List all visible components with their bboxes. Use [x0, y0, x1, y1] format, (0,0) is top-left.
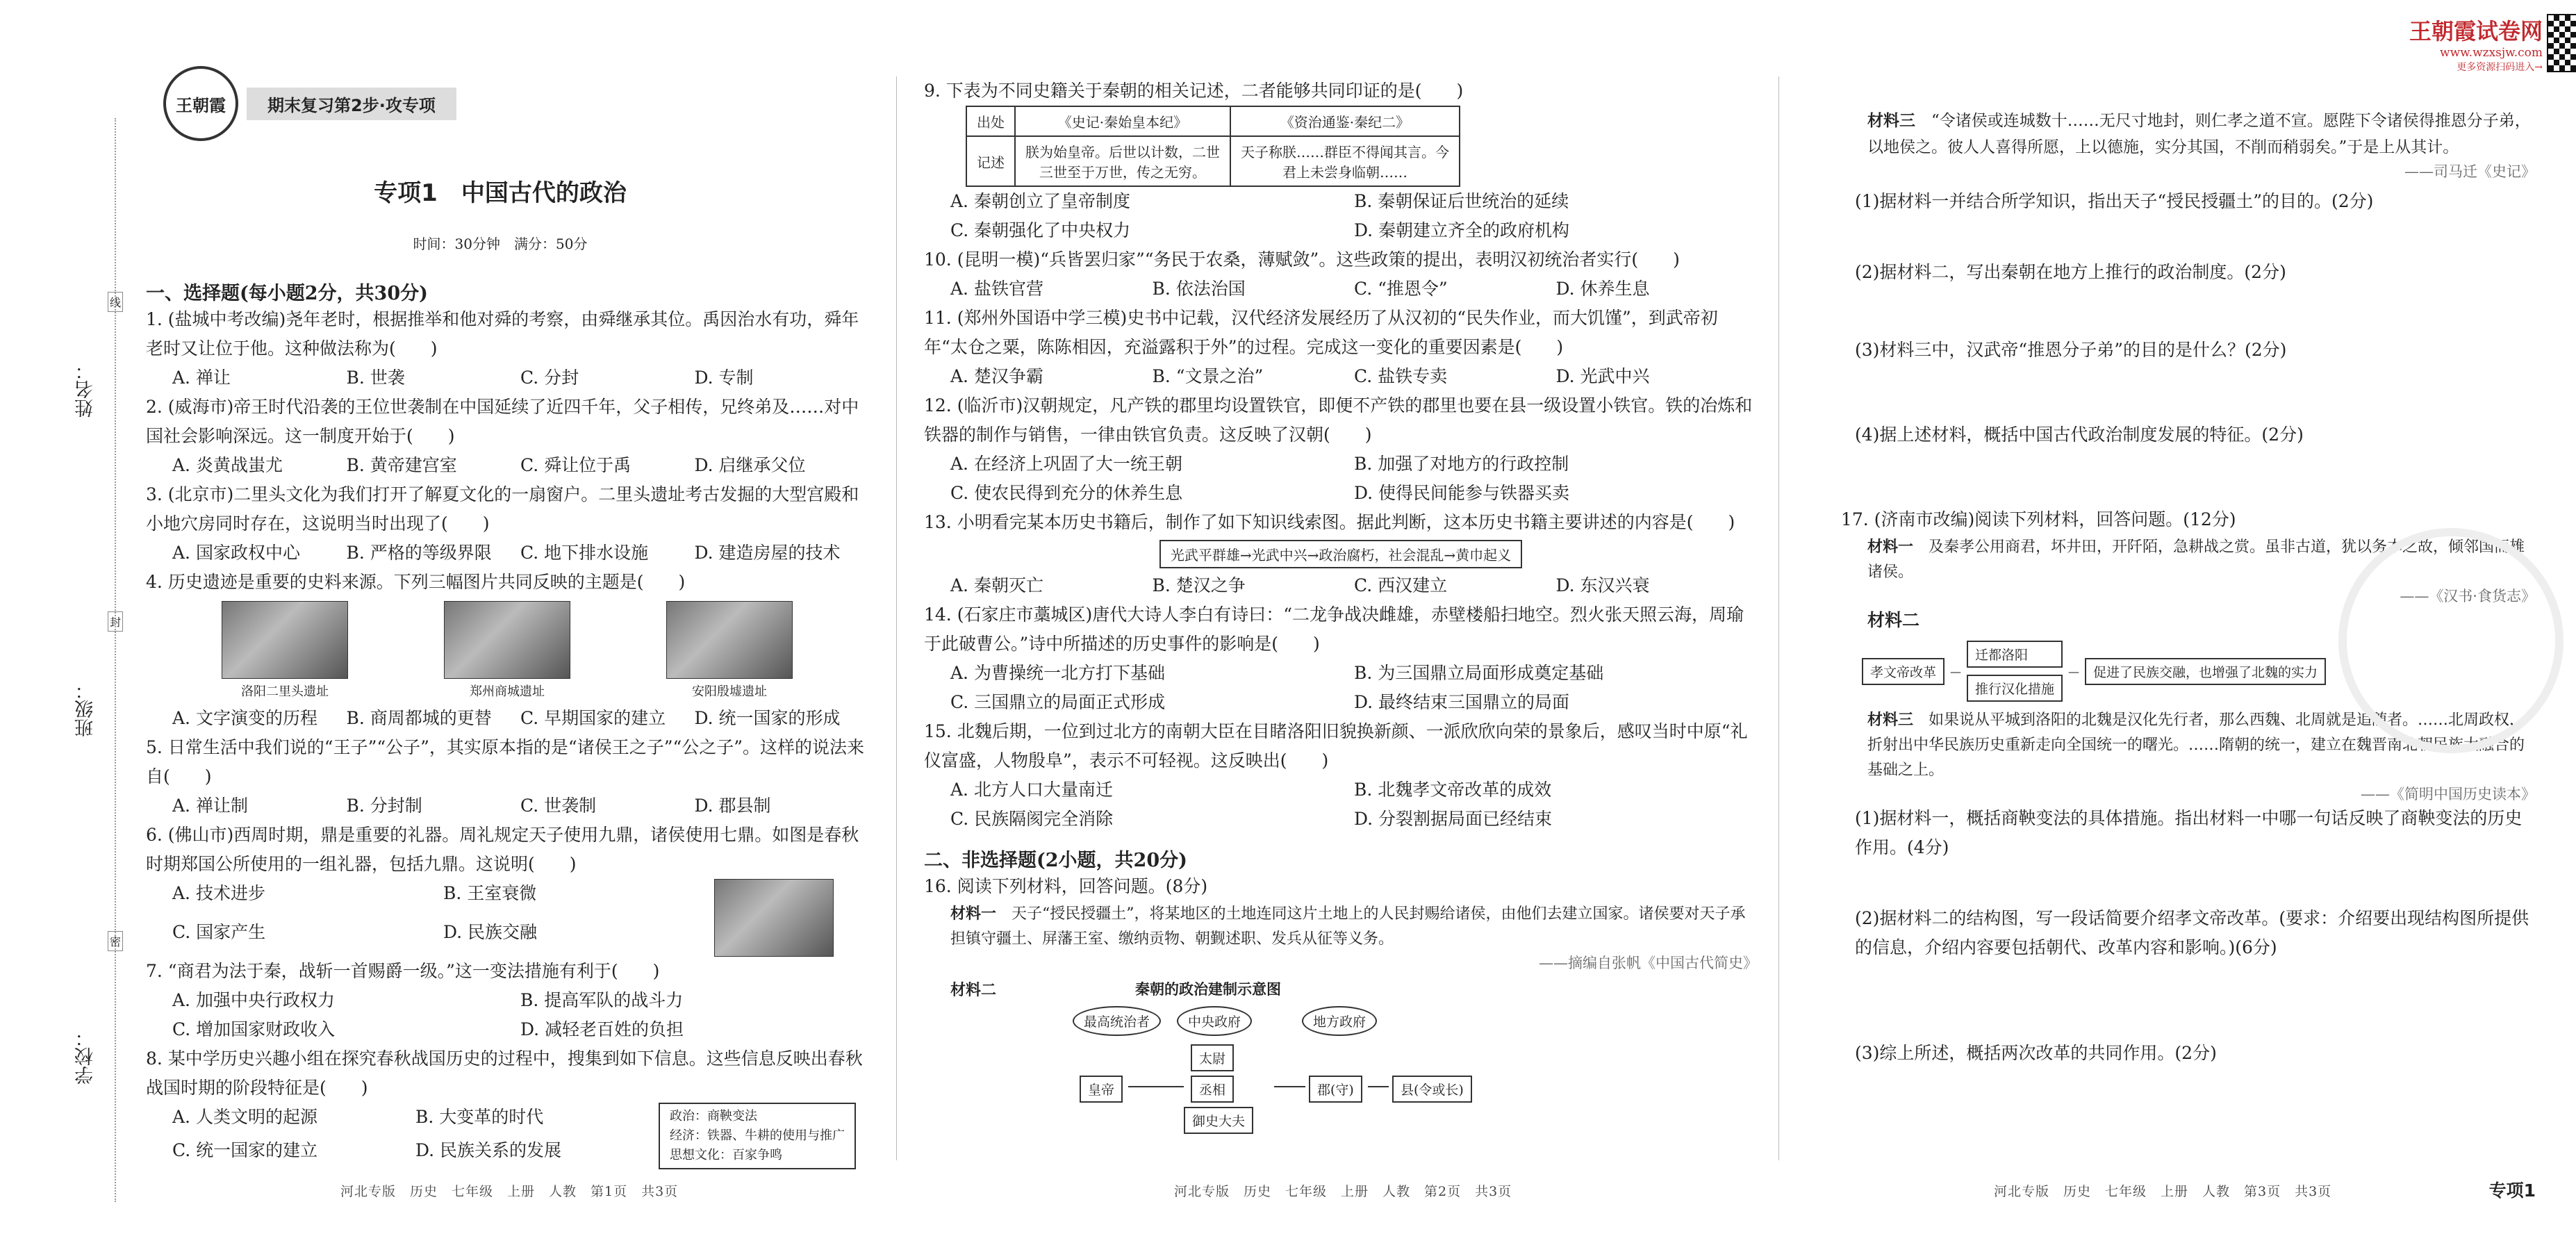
section-heading: 一、选择题(每小题2分，共30分): [146, 283, 428, 304]
table-cell: 《资治通鉴·秦纪二》: [1230, 106, 1460, 136]
option[interactable]: A. 国家政权中心: [172, 543, 300, 563]
sub-question: (1)据材料一并结合所学知识，指出天子“授民授疆土”的目的。(2分): [1855, 191, 2374, 211]
question-stem: 5. 日常生活中我们说的“王子”“公子”，其实原本指的是“诸侯王之子”“公之子”。这样的说法来自( ): [146, 737, 865, 787]
reform-structure-diagram: 孝文帝改革 — 迁都洛阳 推行汉化措施 — 促进了民族交融，也增强了北魏的实力: [1841, 635, 2536, 707]
option[interactable]: D. 光武中兴: [1555, 366, 1650, 386]
diagram-node: 迁都洛阳: [1967, 641, 2063, 668]
photo-caption: 安阳殷墟遗址: [692, 684, 767, 699]
diagram-node: 皇帝: [1080, 1076, 1123, 1103]
diagram-node: 太尉: [1191, 1044, 1234, 1071]
knowledge-flow: 光武平群雄→光武中兴→政治腐朽，社会混乱→黄巾起义: [1159, 540, 1522, 568]
option[interactable]: D. 郡县制: [694, 796, 771, 816]
option[interactable]: D. 东汉兴衰: [1555, 575, 1650, 595]
column-divider: [896, 76, 897, 1160]
site-photo: [666, 601, 793, 679]
question-stem: 16. 阅读下列材料，回答问题。(8分): [924, 876, 1208, 896]
option[interactable]: B. 为三国鼎立局面形成奠定基础: [1354, 663, 1604, 683]
material-source: ——司马迁《史记》: [2404, 163, 2536, 180]
watermark-seal: [2338, 528, 2563, 753]
option[interactable]: D. 分裂割据局面已经结束: [1354, 809, 1553, 829]
option[interactable]: D. 休养生息: [1555, 279, 1650, 299]
question-stem: 3. (北京市)二里头文化为我们打开了解夏文化的一扇窗户。二里头遗址考古发掘的大型宫殿和小地穴房同时存在，这说明当时出现了( ): [146, 484, 859, 534]
question-6: [146, 821, 868, 957]
option[interactable]: D. 最终结束三国鼎立的局面: [1354, 692, 1570, 712]
option[interactable]: C. 三国鼎立的局面正式形成: [950, 692, 1166, 712]
option[interactable]: B. 加强了对地方的行政控制: [1354, 454, 1569, 474]
table-cell: 记述: [966, 136, 1015, 186]
sub-question: (2)据材料二，写出秦朝在地方上推行的政治制度。(2分): [1855, 262, 2286, 282]
answer-space[interactable]: [1841, 450, 2536, 505]
option[interactable]: B. 提高军队的战斗力: [520, 990, 684, 1010]
sub-question: (3)综上所述，概括两次改革的共同作用。(2分): [1855, 1043, 2217, 1063]
question-1: [146, 305, 868, 393]
qr-code-icon: [2547, 14, 2576, 72]
question-10: [924, 245, 1758, 304]
diagram-node: 郡(守): [1309, 1076, 1362, 1103]
option[interactable]: D. 启继承父位: [694, 455, 806, 475]
option[interactable]: A. 人类文明的起源: [172, 1107, 317, 1127]
sub-question: (2)据材料二的结构图，写一段话简要介绍孝文帝改革。(要求：介绍要出现结构图所提供的信息，介绍内容要包括朝代、改革内容和影响。)(6分): [1855, 908, 2529, 957]
material-label: 材料一: [950, 905, 997, 923]
section-heading: 二、非选择题(2小题，共20分): [924, 850, 1187, 871]
option[interactable]: B. 北魏孝文帝改革的成效: [1354, 780, 1552, 800]
answer-space[interactable]: [1841, 365, 2536, 420]
table-cell: 朕为始皇帝。后世以计数，二世三世至于万世，传之无穷。: [1015, 136, 1230, 186]
diagram-node: 孝文帝改革: [1862, 658, 1945, 685]
sub-question: (3)材料三中，汉武帝“推恩分子弟”的目的是什么？(2分): [1855, 340, 2287, 360]
option[interactable]: C. 统一国家的建立: [172, 1140, 318, 1160]
option[interactable]: C. 民族隔阂完全消除: [950, 809, 1114, 829]
option[interactable]: D. 秦朝建立齐全的政府机构: [1354, 220, 1570, 240]
option[interactable]: D. 使得民间能参与铁器买卖: [1354, 483, 1570, 503]
option[interactable]: C. 分封: [520, 368, 579, 388]
info-box: [659, 1103, 856, 1169]
question-stem: 14. (石家庄市藁城区)唐代大诗人李白有诗曰：“二龙争战决雌雄，赤壁楼船扫地空。烈火张天照云海，周瑜于此破曹公。”诗中所描述的历史事件的影响是( ): [924, 604, 1744, 654]
material-label: 材料二: [950, 981, 997, 999]
option[interactable]: B. 秦朝保证后世统治的延续: [1354, 191, 1569, 211]
option[interactable]: C. 世袭制: [520, 796, 597, 816]
class-label: 班级：: [75, 681, 97, 737]
question-stem: 13. 小明看完某本历史书籍后，制作了如下知识线索图。据此判断，这本历史书籍主要讲述的内容是( ): [924, 512, 1735, 532]
info-line: 政治：商鞅变法: [670, 1109, 757, 1123]
option[interactable]: A. 秦朝创立了皇帝制度: [950, 191, 1130, 211]
option[interactable]: D. 建造房屋的技术: [694, 543, 841, 563]
source-table: [966, 106, 1460, 187]
diagram-node: 中央政府: [1177, 1006, 1252, 1036]
material-label: 材料一: [1867, 538, 1914, 556]
material-text: 及秦孝公用商君，坏井田，开阡陌，急耕战之赏。虽非古道，犹以务本之故，倾邻国而雄诸侯。: [1867, 538, 2525, 581]
option[interactable]: A. 技术进步: [172, 883, 265, 903]
answer-space[interactable]: [1841, 962, 2536, 1039]
diagram-node: 御史大夫: [1184, 1107, 1253, 1134]
option[interactable]: B. 黄帝建宫室: [346, 455, 457, 475]
option[interactable]: C. 早期国家的建立: [520, 708, 666, 728]
option[interactable]: A. 盐铁官营: [950, 279, 1043, 299]
option[interactable]: A. 北方人口大量南迁: [950, 780, 1113, 800]
question-12: [924, 391, 1758, 508]
question-5: [146, 733, 868, 821]
option[interactable]: B. 世袭: [346, 368, 405, 388]
sub-question: (4)据上述材料，概括中国古代政治制度发展的特征。(2分): [1855, 425, 2304, 445]
corner-tag: 专项1: [2488, 1180, 2536, 1201]
question-14: [924, 600, 1758, 717]
question-stem: 12. (临沂市)汉朝规定，凡产铁的郡里均设置铁官，即便不产铁的郡里也要在县一级设置小铁官。铁的冶炼和铁器的制作与销售，一律由铁官负责。这反映了汉朝( ): [924, 395, 1753, 445]
option[interactable]: D. 专制: [694, 368, 754, 388]
question-stem: 8. 某中学历史兴趣小组在探究春秋战国历史的过程中，搜集到如下信息。这些信息反映出春秋战国时期的阶段特征是( ): [146, 1048, 863, 1098]
option[interactable]: B. 商周都城的更替: [346, 708, 492, 728]
option[interactable]: C. 使农民得到充分的休养生息: [950, 483, 1183, 503]
photo-caption: 郑州商城遗址: [470, 684, 545, 699]
material-source: ——《简明中国历史读本》: [2361, 786, 2536, 802]
option[interactable]: B. 大变革的时代: [415, 1107, 544, 1127]
question-11: [924, 304, 1758, 391]
question-stem: 11. (郑州外国语中学三模)史书中记载，汉代经济发展经历了从汉初的“民失作业，而大饥馑”，到武帝初年“太仓之粟，陈陈相因，充溢露积于外”的过程。完成这一变化的重要因素是( ): [924, 308, 1718, 357]
question-2: [146, 393, 868, 480]
answer-space[interactable]: [1841, 287, 2536, 336]
option[interactable]: A. 炎黄战蚩尤: [172, 455, 283, 475]
table-cell: 出处: [966, 106, 1015, 136]
sub-question: (1)据材料一，概括商鞅变法的具体措施。指出材料一中哪一句话反映了商鞅变法的历史作用。(4分): [1855, 808, 2523, 857]
question-stem: 4. 历史遗迹是重要的史料来源。下列三幅图片共同反映的主题是( ): [146, 572, 686, 592]
option[interactable]: D. 民族关系的发展: [415, 1140, 562, 1160]
diagram-node: 推行汉化措施: [1967, 675, 2063, 702]
option[interactable]: B. 楚汉之争: [1152, 575, 1246, 595]
question-stem: 9. 下表为不同史籍关于秦朝的相关记述，二者能够共同印证的是( ): [924, 81, 1464, 101]
option[interactable]: B. 严格的等级界限: [346, 543, 492, 563]
binding-mark: 线: [108, 292, 123, 312]
option[interactable]: D. 减轻老百姓的负担: [520, 1019, 684, 1039]
site-photo: [222, 601, 348, 679]
school-label: 学校：: [75, 1028, 97, 1085]
page-1: [132, 0, 868, 1243]
material-label: 材料二: [1867, 610, 1920, 630]
option[interactable]: C. 盐铁专卖: [1354, 366, 1448, 386]
question-13: [924, 508, 1758, 600]
column-divider: [1778, 76, 1779, 1160]
material-text: 天子“授民授疆土”，将某地区的土地连同这片土地上的人民封赐给诸侯，由他们去建立国家。诸侯要对天子承担镇守疆土、屏藩王室、缴纳贡物、朝觐述职、发兵从征等义务。: [950, 905, 1746, 948]
question-15: [924, 717, 1758, 834]
question-16: [924, 872, 1758, 1138]
option[interactable]: C. 秦朝强化了中央权力: [950, 220, 1131, 240]
option[interactable]: A. 禅让制: [172, 796, 248, 816]
question-stem: 1. (盐城中考改编)尧年老时，根据推举和他对舜的考察，由舜继承其位。禹因治水有功，舜年老时又让位于他。这种做法称为( ): [146, 309, 859, 359]
brand-url[interactable]: www.wzxsjw.com: [2440, 46, 2543, 60]
bronze-vessels-photo: [714, 879, 834, 957]
question-stem: 2. (威海市)帝王时代沿袭的王位世袭制在中国延续了近四千年，父子相传，兄终弟及……对中国社会影响深远。这一制度开始于( ): [146, 397, 859, 446]
brand-tagline: 更多资源扫码进入→: [2457, 62, 2543, 73]
diagram-node: 丞相: [1191, 1076, 1234, 1103]
table-cell: 《史记·秦始皇本纪》: [1015, 106, 1230, 136]
answer-space[interactable]: [1841, 862, 2536, 904]
page-title: 专项1 中国古代的政治: [374, 179, 627, 207]
qin-political-diagram: [1017, 978, 1545, 1138]
option[interactable]: C. 西汉建立: [1354, 575, 1448, 595]
option[interactable]: C. 舜让位于禹: [520, 455, 631, 475]
option[interactable]: C. “推恩令”: [1354, 279, 1448, 299]
diagram-node: 县(令或长): [1392, 1076, 1472, 1103]
option[interactable]: B. 王室衰微: [443, 883, 537, 903]
question-stem: 15. 北魏后期，一位到过北方的南朝大臣在目睹洛阳旧貌换新颜、一派欣欣向荣的景象后，感叹当时中原“礼仪富盛，人物殷阜”，表示不可轻视。这反映出( ): [924, 721, 1748, 771]
option[interactable]: A. 为曹操统一北方打下基础: [950, 663, 1165, 683]
brand-block: [2409, 14, 2543, 74]
diagram-node: 地方政府: [1302, 1006, 1377, 1036]
option[interactable]: A. 楚汉争霸: [950, 366, 1043, 386]
diagram-title: 秦朝的政治建制示意图: [1135, 981, 1282, 998]
diagram-arrow: [1128, 1086, 1184, 1087]
photo-caption: 洛阳二里头遗址: [241, 684, 329, 699]
option[interactable]: B. “文景之治”: [1152, 366, 1264, 386]
page-footer: 河北专版 历史 七年级 上册 人教 第1页 共3页: [340, 1184, 679, 1199]
question-stem: 10. (昆明一模)“兵皆罢归家”“务民于农桑，薄赋敛”。这些政策的提出，表明汉初统治者实行( ): [924, 249, 1680, 270]
time-score: 时间：30分钟 满分：50分: [413, 236, 588, 252]
option[interactable]: B. 依法治国: [1152, 279, 1246, 299]
page-2: [924, 0, 1758, 1243]
page-footer: 河北专版 历史 七年级 上册 人教 第3页 共3页: [1994, 1184, 2332, 1199]
page-3: [1841, 0, 2543, 1243]
binding-mark: 密: [108, 931, 123, 951]
material-source: ——摘编自张帆《中国古代简史》: [1539, 955, 1758, 971]
material-label: 材料三: [1867, 711, 1914, 729]
option[interactable]: A. 禅让: [172, 368, 231, 388]
binding-line: [115, 118, 116, 1202]
logo-badge: 王朝霞: [163, 66, 238, 141]
diagram-arrow: [1274, 1086, 1305, 1087]
table-cell: 天子称朕……群臣不得闻其言。今君上未尝身临朝……: [1230, 136, 1460, 186]
question-9: [924, 76, 1758, 245]
option[interactable]: B. 分封制: [346, 796, 422, 816]
site-photo: [444, 601, 570, 679]
option[interactable]: C. 国家产生: [172, 922, 266, 942]
question-8: [146, 1044, 868, 1169]
info-line: 经济：铁器、牛耕的使用与推广: [670, 1128, 845, 1143]
diagram-node: 最高统治者: [1073, 1006, 1161, 1036]
option[interactable]: C. 增加国家财政收入: [172, 1019, 336, 1039]
question-stem: 17. (济南市改编)阅读下列材料，回答问题。(12分): [1841, 509, 2236, 529]
option[interactable]: A. 秦朝灭亡: [950, 575, 1043, 595]
option[interactable]: D. 统一国家的形成: [694, 708, 841, 728]
option[interactable]: A. 在经济上巩固了大一统王朝: [950, 454, 1182, 474]
question-stem: 7. “商君为法于秦，战斩一首赐爵一级。”这一变法措施有利于( ): [146, 961, 660, 981]
material-text: 如果说从平城到洛阳的北魏是汉化先行者，那么西魏、北周就是追随者。……北周政权，折射出中华民族历史重新走向全国统一的曙光。……隋朝的统一，建立在魏晋南北朝民族大融合的基础之上。: [1867, 711, 2525, 779]
material-text: “令诸侯或连城数十……无尺寸地封，则仁孝之道不宣。愿陛下令诸侯得推恩分子弟，以地侯之。彼人人喜得所愿，上以德施，实分其国，不削而稍弱矣。”于是上从其计。: [1867, 112, 2531, 156]
question-7: [146, 957, 868, 1044]
option[interactable]: C. 地下排水设施: [520, 543, 649, 563]
diagram-arrow: [1368, 1086, 1389, 1087]
option[interactable]: A. 加强中央行政权力: [172, 990, 335, 1010]
brand-name: 王朝霞试卷网: [2409, 18, 2543, 44]
answer-space[interactable]: [1841, 216, 2536, 258]
question-4: [146, 568, 868, 733]
name-label: 姓名：: [75, 361, 97, 418]
info-line: 思想文化：百家争鸣: [670, 1148, 782, 1162]
diagram-node: 促进了民族交融，也增强了北魏的实力: [2085, 658, 2326, 685]
question-3: [146, 480, 868, 568]
page-footer: 河北专版 历史 七年级 上册 人教 第2页 共3页: [1174, 1184, 1512, 1199]
option[interactable]: A. 文字演变的历程: [172, 708, 317, 728]
option[interactable]: D. 民族交融: [443, 922, 538, 942]
material-label: 材料三: [1867, 111, 1915, 130]
series-label: 期末复习第2步·攻专项: [247, 88, 456, 120]
question-stem: 6. (佛山市)西周时期，鼎是重要的礼器。周礼规定天子使用九鼎，诸侯使用七鼎。如图是春秋时期郑国公所使用的一组礼器，包括九鼎。这说明( ): [146, 825, 859, 874]
material-source: ——《汉书·食货志》: [2400, 588, 2536, 604]
binding-mark: 封: [108, 611, 123, 632]
